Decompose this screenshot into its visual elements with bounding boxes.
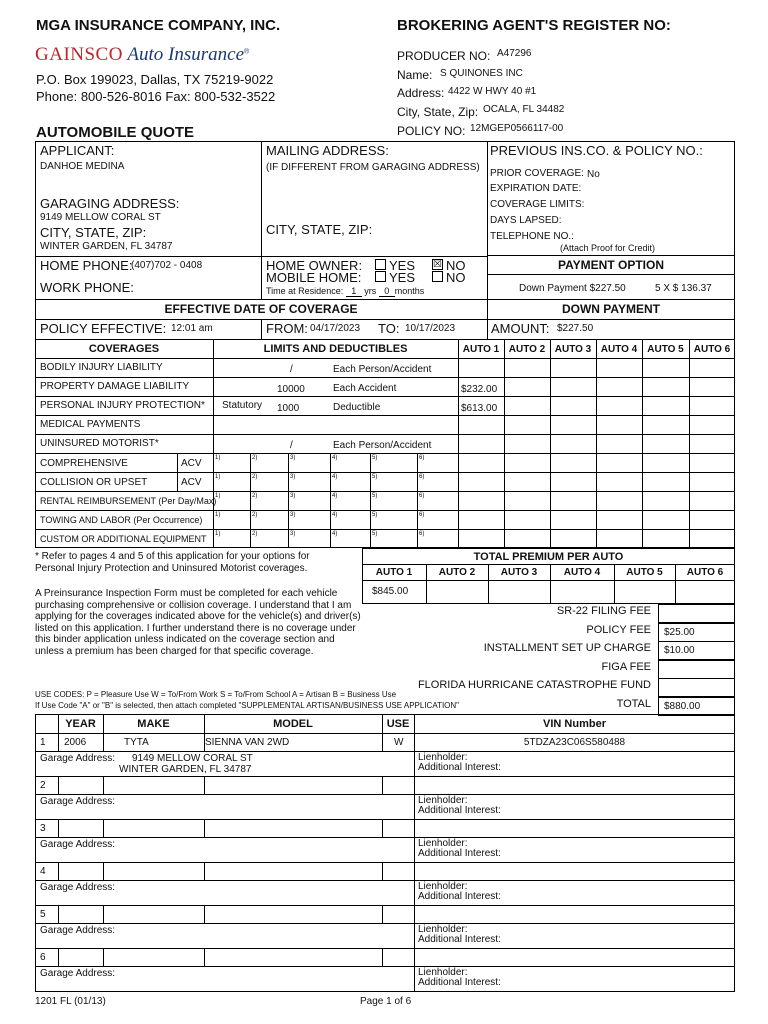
payment-option-title: PAYMENT OPTION bbox=[557, 258, 664, 272]
mobile-home-no-label: NO bbox=[446, 270, 466, 285]
auto-cell-number[interactable]: 2) bbox=[252, 474, 258, 480]
installments-text: 5 X $ 136.37 bbox=[655, 283, 712, 294]
auto-cell-number[interactable]: 6) bbox=[419, 474, 425, 480]
agent-name-value: S QUINONES INC bbox=[440, 68, 523, 79]
auto-cell-number[interactable]: 3) bbox=[290, 455, 296, 461]
home-owner-yes-checkbox[interactable] bbox=[375, 259, 386, 270]
home-phone-label: HOME PHONE: bbox=[40, 258, 133, 273]
vehicle-row-number: 5 bbox=[40, 909, 46, 920]
vehicle-col-divider bbox=[382, 905, 383, 923]
amount-label: AMOUNT: bbox=[491, 321, 550, 336]
vehicle-col-divider bbox=[414, 862, 415, 880]
premium-auto-header-6: AUTO 6 bbox=[686, 567, 724, 578]
days-lapsed-label: DAYS LAPSED: bbox=[490, 215, 562, 226]
inspection-note-line: listed on this application. I further understand there is no coverage under bbox=[35, 622, 356, 634]
coverage-label: COLLISION OR UPSET bbox=[40, 477, 148, 488]
residence-yrs-label: yrs bbox=[364, 286, 377, 296]
coverage-premium-auto1: $613.00 bbox=[461, 403, 498, 414]
coverage-desc: Deductible bbox=[333, 402, 381, 413]
vehicle-row-number: 6 bbox=[40, 952, 46, 963]
col-year: YEAR bbox=[65, 718, 96, 730]
vehicle-row-divider bbox=[35, 948, 735, 949]
auto-cell-number[interactable]: 3) bbox=[290, 512, 296, 518]
lienholder-label: Lienholder: bbox=[418, 881, 468, 892]
premium-auto-header-4: AUTO 4 bbox=[563, 567, 601, 578]
refer-note-2: Personal Injury Protection and Uninsured Motorist coverages. bbox=[35, 563, 308, 574]
previous-ins-title: PREVIOUS INS.CO. & POLICY NO.: bbox=[490, 143, 703, 158]
vehicle-col-divider bbox=[414, 751, 415, 776]
to-date[interactable]: 10/17/2023 bbox=[405, 323, 456, 334]
vehicle-col-divider bbox=[414, 948, 415, 966]
vehicle-col-divider bbox=[382, 819, 383, 837]
agent-csz-value: OCALA, FL 34482 bbox=[483, 104, 565, 115]
form-number: 1201 FL (01/13) bbox=[35, 996, 106, 1007]
coverage-label: UNINSURED MOTORIST* bbox=[40, 438, 159, 449]
coverage-label: PROPERTY DAMAGE LIABILITY bbox=[40, 381, 190, 392]
fee-label: INSTALLMENT SET UP CHARGE bbox=[483, 642, 651, 654]
vehicle-col-divider bbox=[382, 776, 383, 794]
work-phone-label: WORK PHONE: bbox=[40, 280, 134, 295]
coverage-limit[interactable]: 10000 bbox=[277, 384, 305, 395]
col-coverages: COVERAGES bbox=[88, 343, 160, 355]
vehicle-year[interactable]: 2006 bbox=[64, 737, 87, 748]
time-at-residence bbox=[266, 286, 424, 297]
gainsco-logo bbox=[35, 44, 249, 66]
auto-cell-number[interactable]: 1) bbox=[215, 493, 221, 499]
refer-note: * Refer to pages 4 and 5 of this application for your options for bbox=[35, 551, 310, 562]
auto-cell-number[interactable]: 2) bbox=[252, 531, 258, 537]
total-premium-title: TOTAL PREMIUM PER AUTO bbox=[473, 551, 624, 563]
additional-interest-label: Additional Interest: bbox=[418, 891, 501, 902]
premium-auto-header-1: AUTO 1 bbox=[375, 567, 413, 578]
logo-brand: GAINSCO bbox=[35, 44, 123, 65]
auto-header-1: AUTO 1 bbox=[462, 344, 500, 355]
additional-interest-label: Additional Interest: bbox=[418, 977, 501, 988]
applicant-label: APPLICANT: bbox=[40, 143, 115, 158]
mobile-home-label: MOBILE HOME: bbox=[266, 270, 362, 285]
use-codes-note: If Use Code "A" or "B" is selected, then attach completed "SUPPLEMENTAL ARTISAN/BUSINESS USE APPLICATION" bbox=[35, 701, 460, 710]
home-owner-yes-label: YES bbox=[389, 258, 416, 273]
home-owner-label: HOME OWNER: bbox=[266, 258, 363, 273]
home-owner-no-checkbox[interactable]: ☒ bbox=[433, 259, 442, 270]
lienholder-label: Lienholder: bbox=[418, 795, 468, 806]
vehicle-row-divider bbox=[35, 880, 735, 881]
mobile-home-no-checkbox[interactable] bbox=[432, 271, 443, 282]
vehicle-col-divider bbox=[58, 862, 59, 880]
applicant-csz-value[interactable]: WINTER GARDEN, FL 34787 bbox=[40, 241, 173, 252]
fee-value: $10.00 bbox=[664, 645, 695, 656]
auto-header-2: AUTO 2 bbox=[508, 344, 546, 355]
vehicle-col-divider bbox=[103, 862, 104, 880]
inspection-note-line: this binder application unless indicated on the coverage section and bbox=[35, 634, 335, 645]
vehicle-model[interactable]: SIENNA VAN 2WD bbox=[205, 737, 290, 748]
vehicle-col-divider bbox=[204, 905, 205, 923]
additional-interest-label: Additional Interest: bbox=[418, 805, 501, 816]
vehicle-row-number: 1 bbox=[40, 737, 46, 748]
vehicle-col-divider bbox=[414, 880, 415, 905]
vehicle-row-divider bbox=[35, 776, 735, 777]
fee-box bbox=[658, 678, 735, 697]
vehicle-col-divider bbox=[103, 714, 104, 751]
auto-cell-number[interactable]: 4) bbox=[332, 474, 338, 480]
company-address: P.O. Box 199023, Dallas, TX 75219-9022 bbox=[36, 72, 274, 87]
vehicle-vin[interactable]: 5TDZA23C06S580488 bbox=[523, 737, 626, 748]
home-phone-value[interactable]: (407)702 - 0408 bbox=[131, 260, 203, 271]
auto-cell-number[interactable]: 4) bbox=[332, 531, 338, 537]
auto-cell-number[interactable]: 5) bbox=[372, 531, 378, 537]
vehicle-row-divider bbox=[35, 923, 735, 924]
garage-address-label: Garage Address: bbox=[40, 882, 116, 893]
premium-auto-1: $845.00 bbox=[372, 586, 409, 597]
vehicle-col-divider bbox=[204, 948, 205, 966]
applicant-csz-label: CITY, STATE, ZIP: bbox=[40, 225, 147, 240]
vehicle-row-number: 4 bbox=[40, 866, 46, 877]
coverage-label: RENTAL REIMBURSEMENT (Per Day/Max) bbox=[40, 496, 217, 506]
fee-label: FIGA FEE bbox=[601, 660, 651, 673]
auto-cell-number[interactable]: 4) bbox=[332, 493, 338, 499]
auto-cell-number[interactable]: 2) bbox=[252, 512, 258, 518]
fee-label: SR-22 FILING FEE bbox=[556, 605, 651, 617]
garage-address-label: Garage Address: bbox=[40, 796, 116, 807]
coverage-desc: Each Person/Accident bbox=[333, 364, 432, 375]
agent-register-title: BROKERING AGENT'S REGISTER NO: bbox=[397, 17, 671, 34]
residence-years[interactable]: 1 bbox=[346, 286, 362, 297]
fee-label: TOTAL bbox=[616, 697, 651, 710]
vehicle-col-divider bbox=[204, 819, 205, 837]
company-phone: Phone: 800-526-8016 Fax: 800-532-3522 bbox=[36, 89, 276, 104]
residence-months-label: months bbox=[394, 286, 425, 296]
vehicle-row-divider bbox=[35, 837, 735, 838]
inspection-note-line: purchasing comprehensive or collision coverage. I understand that I am bbox=[35, 599, 352, 611]
fee-box bbox=[658, 660, 735, 679]
fee-value: $25.00 bbox=[664, 626, 695, 638]
vehicle-col-divider bbox=[103, 776, 104, 794]
telephone-label: TELEPHONE NO.: bbox=[490, 231, 574, 242]
premium-auto-header-5: AUTO 5 bbox=[626, 567, 663, 578]
coverage-slash: / bbox=[290, 364, 293, 375]
mailing-address-label: MAILING ADDRESS: bbox=[266, 143, 389, 158]
garage-address-label: Garage Address: bbox=[40, 968, 116, 979]
coverage-acv: ACV bbox=[181, 458, 202, 469]
auto-cell-number[interactable]: 6) bbox=[419, 512, 425, 518]
producer-label: PRODUCER NO: bbox=[397, 49, 491, 63]
coverage-label: COMPREHENSIVE bbox=[40, 458, 128, 469]
policy-effective-time: 12:01 am bbox=[171, 323, 213, 334]
coverage-label: CUSTOM OR ADDITIONAL EQUIPMENT bbox=[40, 534, 207, 544]
vehicle-row-divider bbox=[35, 794, 735, 795]
inspection-note-line: unless a premium has been charged for that specific coverage. bbox=[35, 645, 314, 657]
additional-interest-label: Additional Interest: bbox=[418, 848, 501, 859]
policy-no-label: POLICY NO: bbox=[397, 124, 466, 138]
vehicle-col-divider bbox=[58, 776, 59, 794]
vehicle-col-divider bbox=[414, 776, 415, 794]
page-number: Page 1 of 6 bbox=[360, 996, 412, 1007]
vehicle-row-divider bbox=[35, 966, 735, 967]
coverage-label: MEDICAL PAYMENTS bbox=[40, 419, 141, 430]
auto-cell-number[interactable]: 6) bbox=[419, 493, 425, 499]
auto-cell-number[interactable]: 5) bbox=[372, 512, 378, 518]
premium-auto-header-3: AUTO 3 bbox=[500, 567, 538, 578]
lienholder-label: Lienholder: bbox=[418, 967, 468, 978]
auto-cell-number[interactable]: 6) bbox=[419, 531, 425, 537]
mobile-home-yes-checkbox[interactable] bbox=[375, 271, 386, 282]
agent-csz-label: City, State, Zip: bbox=[397, 105, 479, 119]
fee-label: FLORIDA HURRICANE CATASTROPHE FUND bbox=[417, 679, 651, 691]
auto-cell-number[interactable]: 2) bbox=[252, 493, 258, 499]
vehicle-col-divider bbox=[204, 862, 205, 880]
coverage-prefix: Statutory bbox=[222, 400, 263, 411]
garaging-address-label: GARAGING ADDRESS: bbox=[40, 196, 180, 211]
auto-cell-number[interactable]: 5) bbox=[372, 474, 378, 480]
down-payment-title: DOWN PAYMENT bbox=[561, 302, 660, 316]
col-vin: VIN Number bbox=[543, 718, 606, 730]
from-date[interactable]: 04/17/2023 bbox=[310, 323, 361, 334]
agent-address-label: Address: bbox=[397, 86, 445, 100]
auto-header-3: AUTO 3 bbox=[554, 344, 592, 355]
vehicle-row-number: 2 bbox=[40, 780, 46, 791]
vehicle-col-divider bbox=[382, 714, 383, 751]
auto-cell-number[interactable]: 4) bbox=[332, 512, 338, 518]
residence-months[interactable]: 0 bbox=[379, 286, 395, 297]
vehicle-col-divider bbox=[414, 837, 415, 862]
agent-name-label: Name: bbox=[397, 68, 433, 82]
coverage-limits-label: COVERAGE LIMITS: bbox=[490, 199, 585, 210]
effective-date-title: EFFECTIVE DATE OF COVERAGE bbox=[164, 302, 358, 316]
col-use: USE bbox=[386, 718, 410, 730]
vehicle-col-divider bbox=[414, 794, 415, 819]
col-model: MODEL bbox=[273, 718, 313, 730]
vehicle-col-divider bbox=[58, 819, 59, 837]
auto-cell-number[interactable]: 2) bbox=[252, 455, 258, 461]
auto-cell-number[interactable]: 5) bbox=[372, 455, 378, 461]
home-owner-no-label: NO bbox=[446, 258, 466, 273]
vehicle-col-divider bbox=[414, 966, 415, 991]
vehicle-row-divider bbox=[35, 905, 735, 906]
coverage-desc: Each Person/Accident bbox=[333, 440, 432, 451]
auto-cell-number[interactable]: 1) bbox=[215, 474, 221, 480]
vehicle-col-divider bbox=[103, 819, 104, 837]
prior-coverage-value[interactable]: No bbox=[587, 169, 600, 180]
vehicle-col-divider bbox=[382, 948, 383, 966]
garage-address-label: Garage Address: bbox=[40, 839, 116, 850]
col-make: MAKE bbox=[137, 718, 170, 730]
vehicle-col-divider bbox=[204, 776, 205, 794]
vehicle-col-divider bbox=[58, 714, 59, 751]
fee-value: $880.00 bbox=[664, 700, 701, 712]
auto-cell-number[interactable]: 6) bbox=[419, 455, 425, 461]
coverage-limit[interactable]: 1000 bbox=[277, 403, 300, 414]
lienholder-label: Lienholder: bbox=[418, 838, 468, 849]
vehicle-row-number: 3 bbox=[40, 823, 46, 834]
auto-header-6: AUTO 6 bbox=[693, 344, 731, 355]
form-title: AUTOMOBILE QUOTE bbox=[36, 124, 195, 141]
auto-cell-number[interactable]: 1) bbox=[215, 531, 221, 537]
mobile-home-yes-label: YES bbox=[389, 270, 416, 285]
expiration-date-label: EXPIRATION DATE: bbox=[490, 183, 582, 194]
attach-proof-note: (Attach Proof for Credit) bbox=[560, 243, 656, 253]
vehicle-col-divider bbox=[103, 948, 104, 966]
amount-value: $227.50 bbox=[557, 323, 594, 334]
coverage-desc: Each Accident bbox=[333, 383, 397, 394]
auto-cell-number[interactable]: 1) bbox=[215, 512, 221, 518]
coverage-label: TOWING AND LABOR (Per Occurrence) bbox=[40, 515, 203, 525]
auto-cell-number[interactable]: 1) bbox=[215, 455, 221, 461]
auto-cell-number[interactable]: 4) bbox=[332, 455, 338, 461]
vehicle-col-divider bbox=[414, 819, 415, 837]
coverage-label: PERSONAL INJURY PROTECTION* bbox=[40, 400, 205, 411]
vehicle-row-divider bbox=[35, 862, 735, 863]
applicant-name[interactable]: DANHOE MEDINA bbox=[40, 161, 125, 172]
use-codes: USE CODES: P = Pleasure Use W = To/From Work S = To/From School A = Artisan B = Business Use bbox=[35, 690, 397, 699]
auto-header-4: AUTO 4 bbox=[600, 344, 638, 355]
garage-address-label: Garage Address: bbox=[40, 753, 116, 764]
vehicle-col-divider bbox=[414, 905, 415, 923]
vehicle-make[interactable]: TYTA bbox=[124, 737, 149, 748]
coverage-premium-auto1: $232.00 bbox=[461, 384, 498, 395]
auto-header-5: AUTO 5 bbox=[647, 344, 684, 355]
vehicle-col-divider bbox=[414, 923, 415, 948]
mailing-csz-label: CITY, STATE, ZIP: bbox=[266, 222, 373, 237]
auto-cell-number[interactable]: 3) bbox=[290, 531, 296, 537]
mailing-note: (IF DIFFERENT FROM GARAGING ADDRESS) bbox=[266, 162, 480, 173]
coverage-acv: ACV bbox=[181, 477, 202, 488]
from-label: FROM: bbox=[266, 321, 308, 336]
company-name: MGA INSURANCE COMPANY, INC. bbox=[36, 17, 281, 34]
garage-address-label: Garage Address: bbox=[40, 925, 116, 936]
policy-effective-label: POLICY EFFECTIVE: bbox=[40, 321, 167, 336]
to-label: TO: bbox=[378, 321, 400, 336]
prior-coverage-label: PRIOR COVERAGE: bbox=[490, 168, 584, 179]
inspection-note-line: applying for the coverages indicated above for the vehicle(s) and driver(s) bbox=[35, 611, 361, 622]
coverage-slash: / bbox=[290, 440, 293, 451]
agent-address-value: 4422 W HWY 40 #1 bbox=[448, 86, 537, 97]
vehicle-row-divider bbox=[35, 751, 735, 752]
additional-interest-label: Additional Interest: bbox=[418, 762, 501, 773]
vehicle-col-divider bbox=[58, 905, 59, 923]
lienholder-label: Lienholder: bbox=[418, 752, 468, 763]
col-limits: LIMITS AND DEDUCTIBLES bbox=[263, 343, 408, 355]
premium-auto-header-2: AUTO 2 bbox=[438, 567, 476, 578]
garaging-address-value[interactable]: 9149 MELLOW CORAL ST bbox=[40, 212, 161, 223]
auto-cell-number[interactable]: 3) bbox=[290, 493, 296, 499]
vehicle-col-divider bbox=[103, 905, 104, 923]
residence-label: Time at Residence: bbox=[266, 286, 344, 296]
policy-no-value: 12MGEP0566117-00 bbox=[470, 123, 564, 134]
producer-value: A47296 bbox=[497, 48, 532, 59]
garage-address-line2[interactable]: WINTER GARDEN, FL 34787 bbox=[119, 764, 252, 775]
coverage-label: BODILY INJURY LIABILITY bbox=[40, 362, 163, 373]
additional-interest-label: Additional Interest: bbox=[418, 934, 501, 945]
logo-mark: ® bbox=[244, 48, 250, 56]
logo-text: Auto Insurance bbox=[127, 44, 245, 65]
fee-box bbox=[658, 604, 735, 623]
vehicle-col-divider bbox=[58, 948, 59, 966]
inspection-note-line: A Preinsurance Inspection Form must be completed for each vehicle bbox=[35, 588, 338, 599]
down-payment-text: Down Payment $227.50 bbox=[519, 283, 626, 294]
vehicle-row-divider bbox=[35, 819, 735, 820]
auto-cell-number[interactable]: 5) bbox=[372, 493, 378, 499]
auto-cell-number[interactable]: 3) bbox=[290, 474, 296, 480]
garage-address-line1[interactable]: 9149 MELLOW CORAL ST bbox=[132, 753, 253, 764]
lienholder-label: Lienholder: bbox=[418, 924, 468, 935]
vehicle-use[interactable]: W bbox=[394, 737, 404, 748]
vehicle-col-divider bbox=[382, 862, 383, 880]
fee-label: POLICY FEE bbox=[586, 623, 651, 636]
